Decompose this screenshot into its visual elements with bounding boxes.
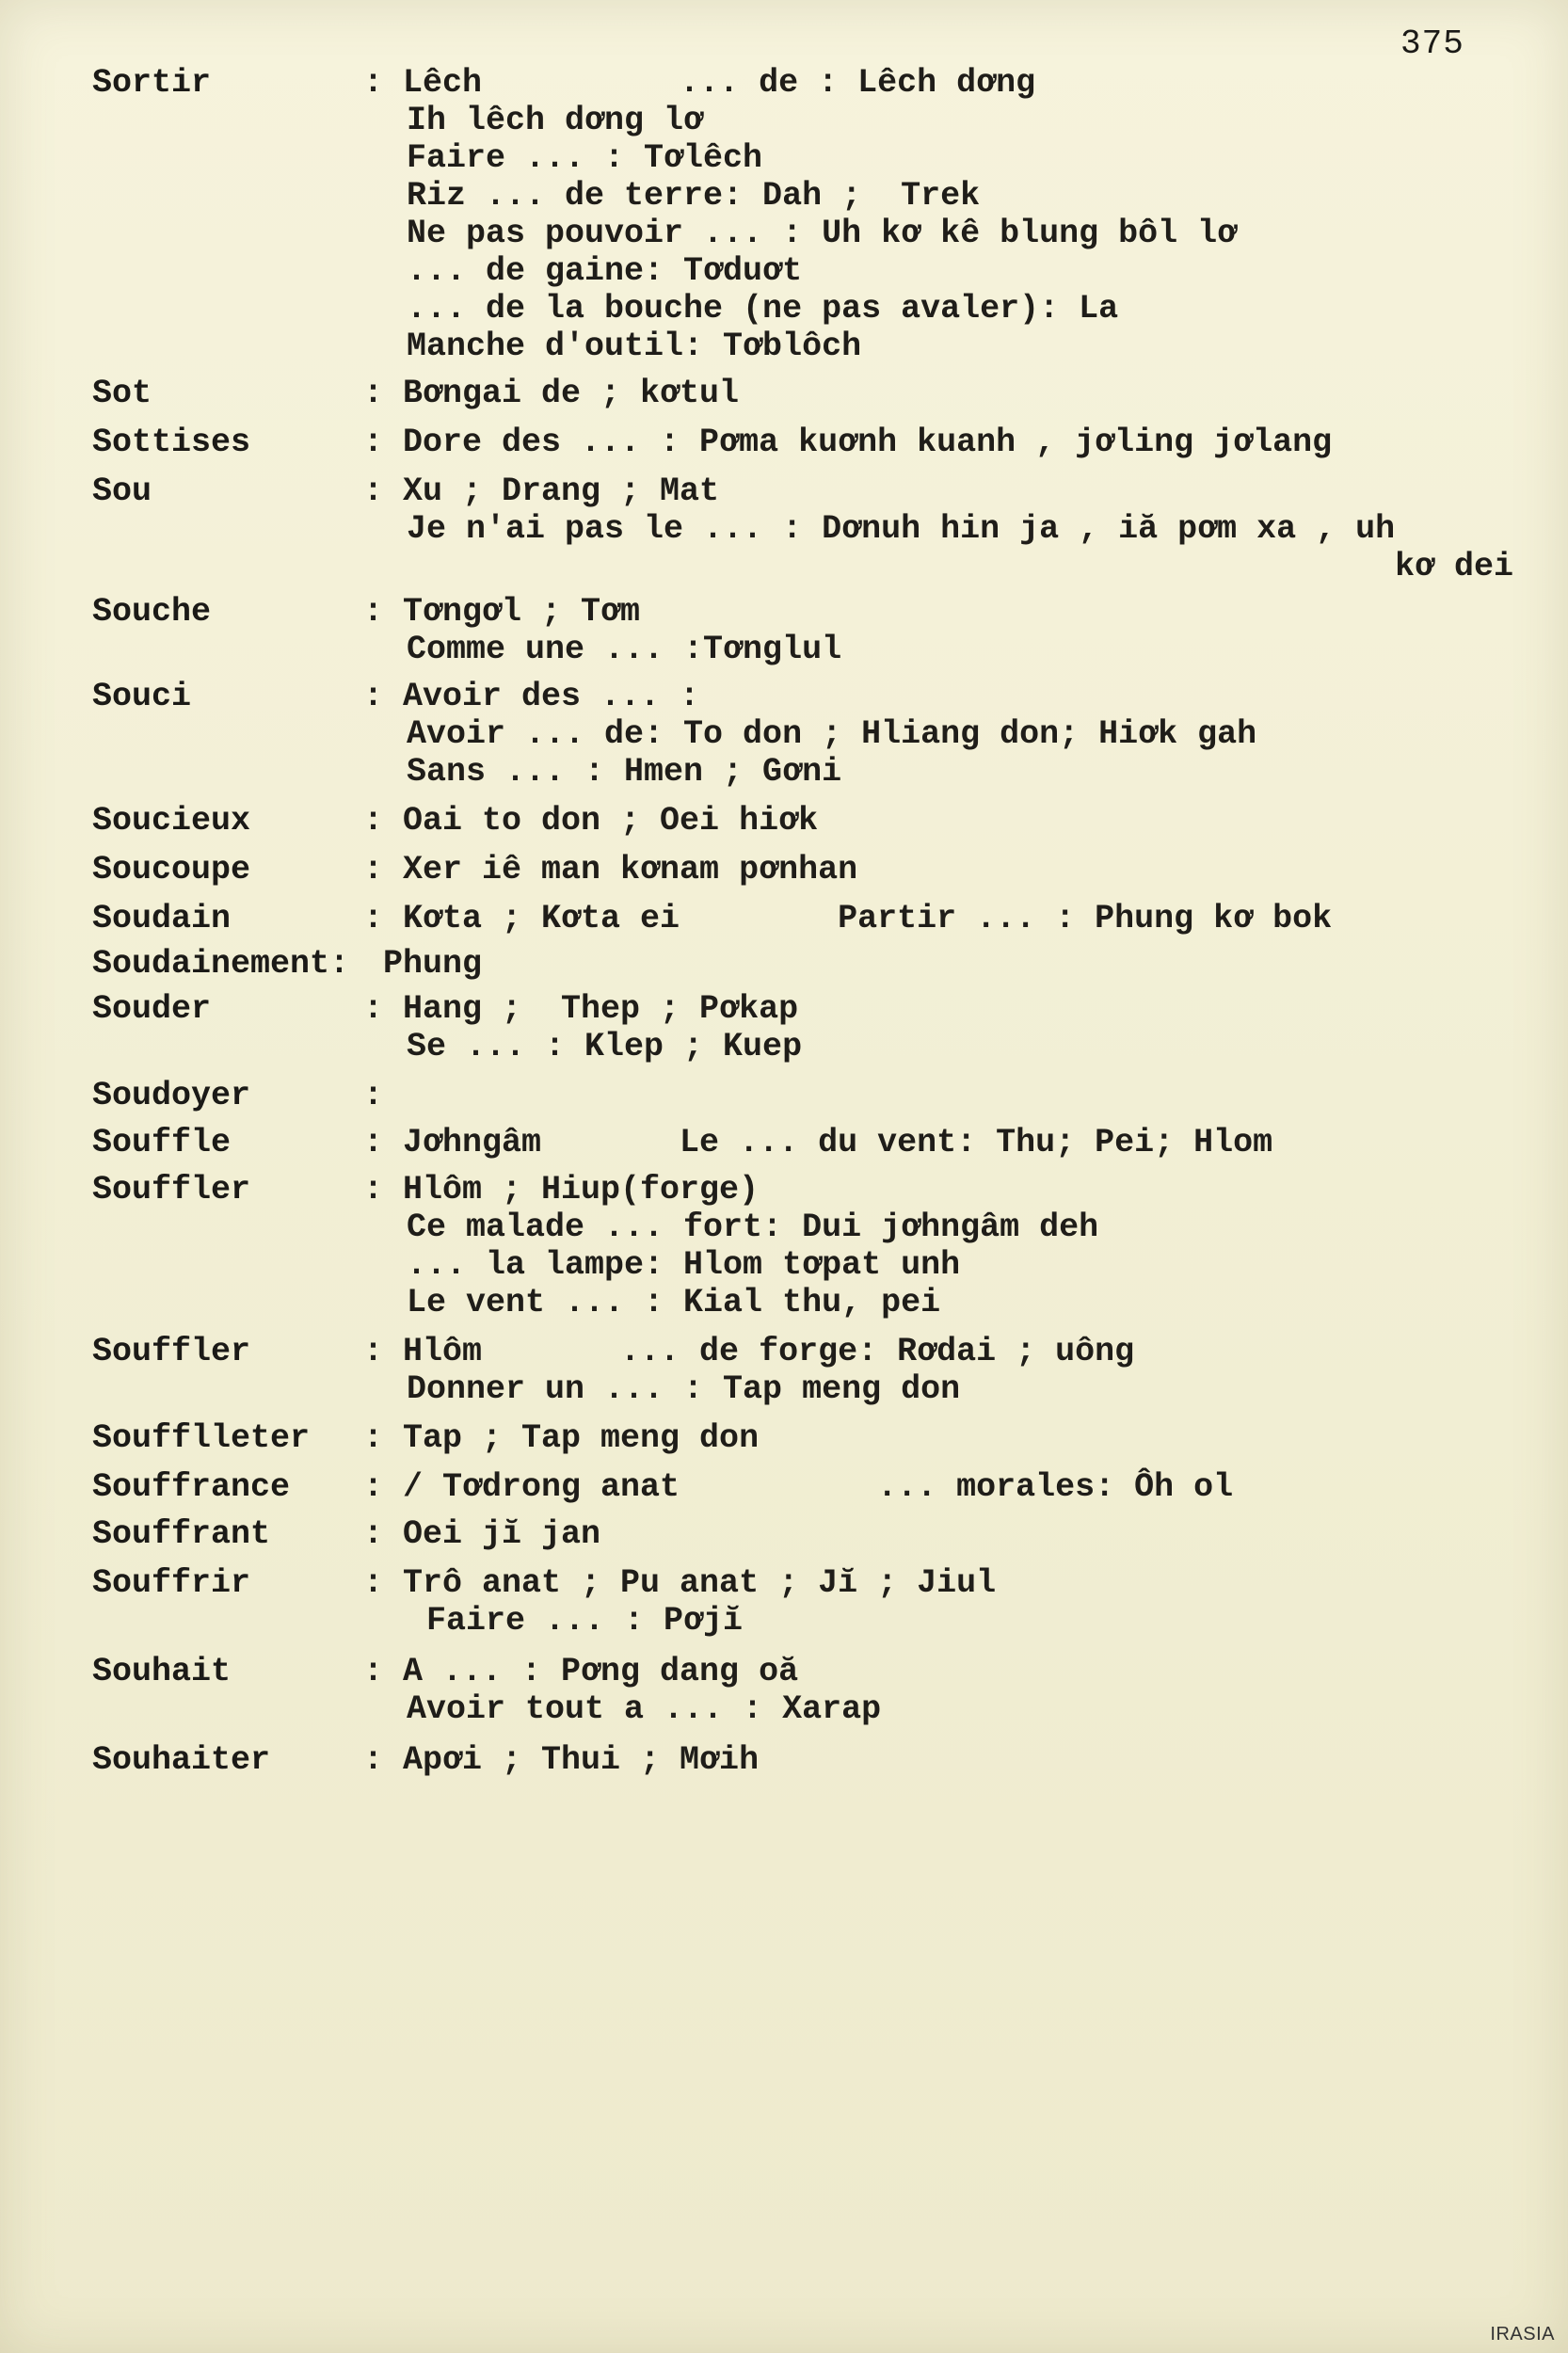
definition-line: Se ... : Klep ; Kuep (407, 1028, 803, 1065)
entry-headword: Sot (92, 375, 152, 412)
dictionary-entry (92, 1419, 1542, 1457)
definition-line: : Apơi ; Thui ; Mơih (363, 1741, 760, 1779)
definition-line: Sans ... : Hmen ; Gơni (407, 753, 842, 791)
dictionary-entry (92, 375, 1542, 412)
entry-headword: Sou (92, 472, 152, 510)
entry-headword: Souche (92, 593, 212, 631)
definition-line: Faire ... : Pơjĭ (407, 1602, 744, 1640)
dictionary-entries (92, 55, 1542, 1779)
entry-headword: Soudain (92, 900, 232, 937)
entry-definitions (363, 375, 1542, 412)
entry-headword: Souci (92, 678, 192, 715)
definition-line: Donner un ... : Tap meng don (407, 1370, 961, 1408)
dictionary-entry (92, 945, 1542, 983)
entry-definitions (363, 1171, 1542, 1321)
dictionary-entry (92, 1515, 1542, 1553)
entry-headword: Sortir (92, 64, 212, 102)
entry-headword: Souffle (92, 1124, 232, 1161)
definition-line: : Bơngai de ; kơtul (363, 375, 740, 412)
definition-line: kơ dei (1394, 548, 1513, 585)
entry-definitions (363, 1468, 1542, 1506)
definition-line: : Hlôm ; Hiup(forge) (363, 1171, 760, 1209)
definition-line: ... de la bouche (ne pas avaler): La (407, 290, 1119, 328)
entry-headword: Souder (92, 990, 212, 1028)
entry-definitions (363, 990, 1542, 1065)
dictionary-entry (92, 1077, 1542, 1114)
entry-definitions (363, 593, 1542, 668)
entry-headword: Souffler (92, 1333, 251, 1370)
definition-line: : Hlôm ... de forge: Rơdai ; uông (363, 1333, 1135, 1370)
definition-line: : Oai to don ; Oei hiơk (363, 802, 819, 840)
definition-line: Le vent ... : Kial thu, pei (407, 1284, 941, 1321)
definition-line: : Hang ; Thep ; Pơkap (363, 990, 799, 1028)
dictionary-entry (92, 1333, 1542, 1408)
entry-definitions (363, 1077, 1542, 1114)
entry-headword: Soufflleter (92, 1419, 311, 1457)
entry-definitions (363, 64, 1542, 365)
dictionary-entry (92, 900, 1542, 937)
entry-headword: Soudoyer (92, 1077, 251, 1114)
definition-line: ... la lampe: Hlom tơpat unh (407, 1246, 961, 1284)
entry-headword: Souffrance (92, 1468, 291, 1506)
definition-line: : Jơhngâm Le ... du vent: Thu; Pei; Hlom (363, 1124, 1273, 1161)
entry-definitions (363, 1419, 1542, 1457)
definition-line: Phung (363, 945, 483, 983)
entry-definitions (363, 424, 1542, 461)
definition-line: Avoir tout a ... : Xarap (407, 1690, 882, 1728)
dictionary-entry (92, 472, 1542, 585)
definition-line: : Tap ; Tap meng don (363, 1419, 760, 1457)
entry-definitions (363, 851, 1542, 888)
entry-definitions (363, 802, 1542, 840)
entry-definitions (363, 1653, 1542, 1728)
entry-definitions (363, 1515, 1542, 1553)
definition-line: : Kơta ; Kơta ei Partir ... : Phung kơ bok (363, 900, 1333, 937)
dictionary-entry (92, 802, 1542, 840)
dictionary-entry (92, 678, 1542, 791)
entry-headword: Soucoupe (92, 851, 251, 888)
dictionary-entry (92, 851, 1542, 888)
definition-line: Ih lêch dơng lơ (407, 102, 704, 139)
definition-line: : Trô anat ; Pu anat ; Jĭ ; Jiul (363, 1564, 997, 1602)
definition-line: Ne pas pouvoir ... : Uh kơ kê blung bôl lơ (407, 215, 1238, 252)
definition-line: ... de gaine: Tơduơt (407, 252, 803, 290)
dictionary-entry (92, 1564, 1542, 1640)
definition-line: : Xu ; Drang ; Mat (363, 472, 720, 510)
entry-headword: Soudainement: (92, 945, 350, 983)
entry-definitions (363, 900, 1542, 937)
definition-line: Manche d'outil: Tơblôch (407, 328, 862, 365)
definition-line: : A ... : Pơng dang oă (363, 1653, 799, 1690)
definition-line: : / Tơdrong anat ... morales: Ôh ol (363, 1468, 1234, 1506)
dictionary-entry (92, 64, 1542, 365)
watermark: IRASIA (1490, 2324, 1555, 2345)
entry-headword: Sottises (92, 424, 251, 461)
entry-definitions (363, 1124, 1542, 1161)
dictionary-entry (92, 1124, 1542, 1161)
entry-headword: Souhaiter (92, 1741, 271, 1779)
dictionary-entry (92, 593, 1542, 668)
dictionary-entry (92, 424, 1542, 461)
definition-line: Je n'ai pas le ... : Dơnuh hin ja , iă pơm xa , uh (407, 510, 1396, 548)
dictionary-entry (92, 990, 1542, 1065)
definition-line: : (363, 1077, 384, 1114)
dictionary-entry (92, 1653, 1542, 1728)
definition-line: : Dore des ... : Pơma kuơnh kuanh , jơling jơlang (363, 424, 1333, 461)
dictionary-entry (92, 1171, 1542, 1321)
entry-definitions (363, 945, 1542, 983)
dictionary-entry (92, 1468, 1542, 1506)
definition-line: Ce malade ... fort: Dui jơhngâm deh (407, 1209, 1099, 1246)
entry-definitions (363, 472, 1542, 585)
definition-line: : Oei jĭ jan (363, 1515, 601, 1553)
entry-headword: Souffrir (92, 1564, 251, 1602)
entry-headword: Souffler (92, 1171, 251, 1209)
entry-definitions (363, 678, 1542, 791)
entry-headword: Souffrant (92, 1515, 271, 1553)
definition-line: Faire ... : Tơlêch (407, 139, 763, 177)
entry-definitions (363, 1564, 1542, 1640)
definition-line: Avoir ... de: To don ; Hliang don; Hiơk gah (407, 715, 1257, 753)
definition-line: : Tơngơl ; Tơm (363, 593, 641, 631)
definition-line: : Lêch ... de : Lêch dơng (363, 64, 1036, 102)
entry-headword: Soucieux (92, 802, 251, 840)
definition-line: : Xer iê man kơnam pơnhan (363, 851, 858, 888)
entry-definitions (363, 1741, 1542, 1779)
definition-line: Comme une ... :Tơnglul (407, 631, 842, 668)
dictionary-entry (92, 1741, 1542, 1779)
definition-line: Riz ... de terre: Dah ; Trek (407, 177, 981, 215)
definition-line: : Avoir des ... : (363, 678, 700, 715)
page-number: 375 (1400, 24, 1464, 63)
entry-definitions (363, 1333, 1542, 1408)
entry-headword: Souhait (92, 1653, 232, 1690)
